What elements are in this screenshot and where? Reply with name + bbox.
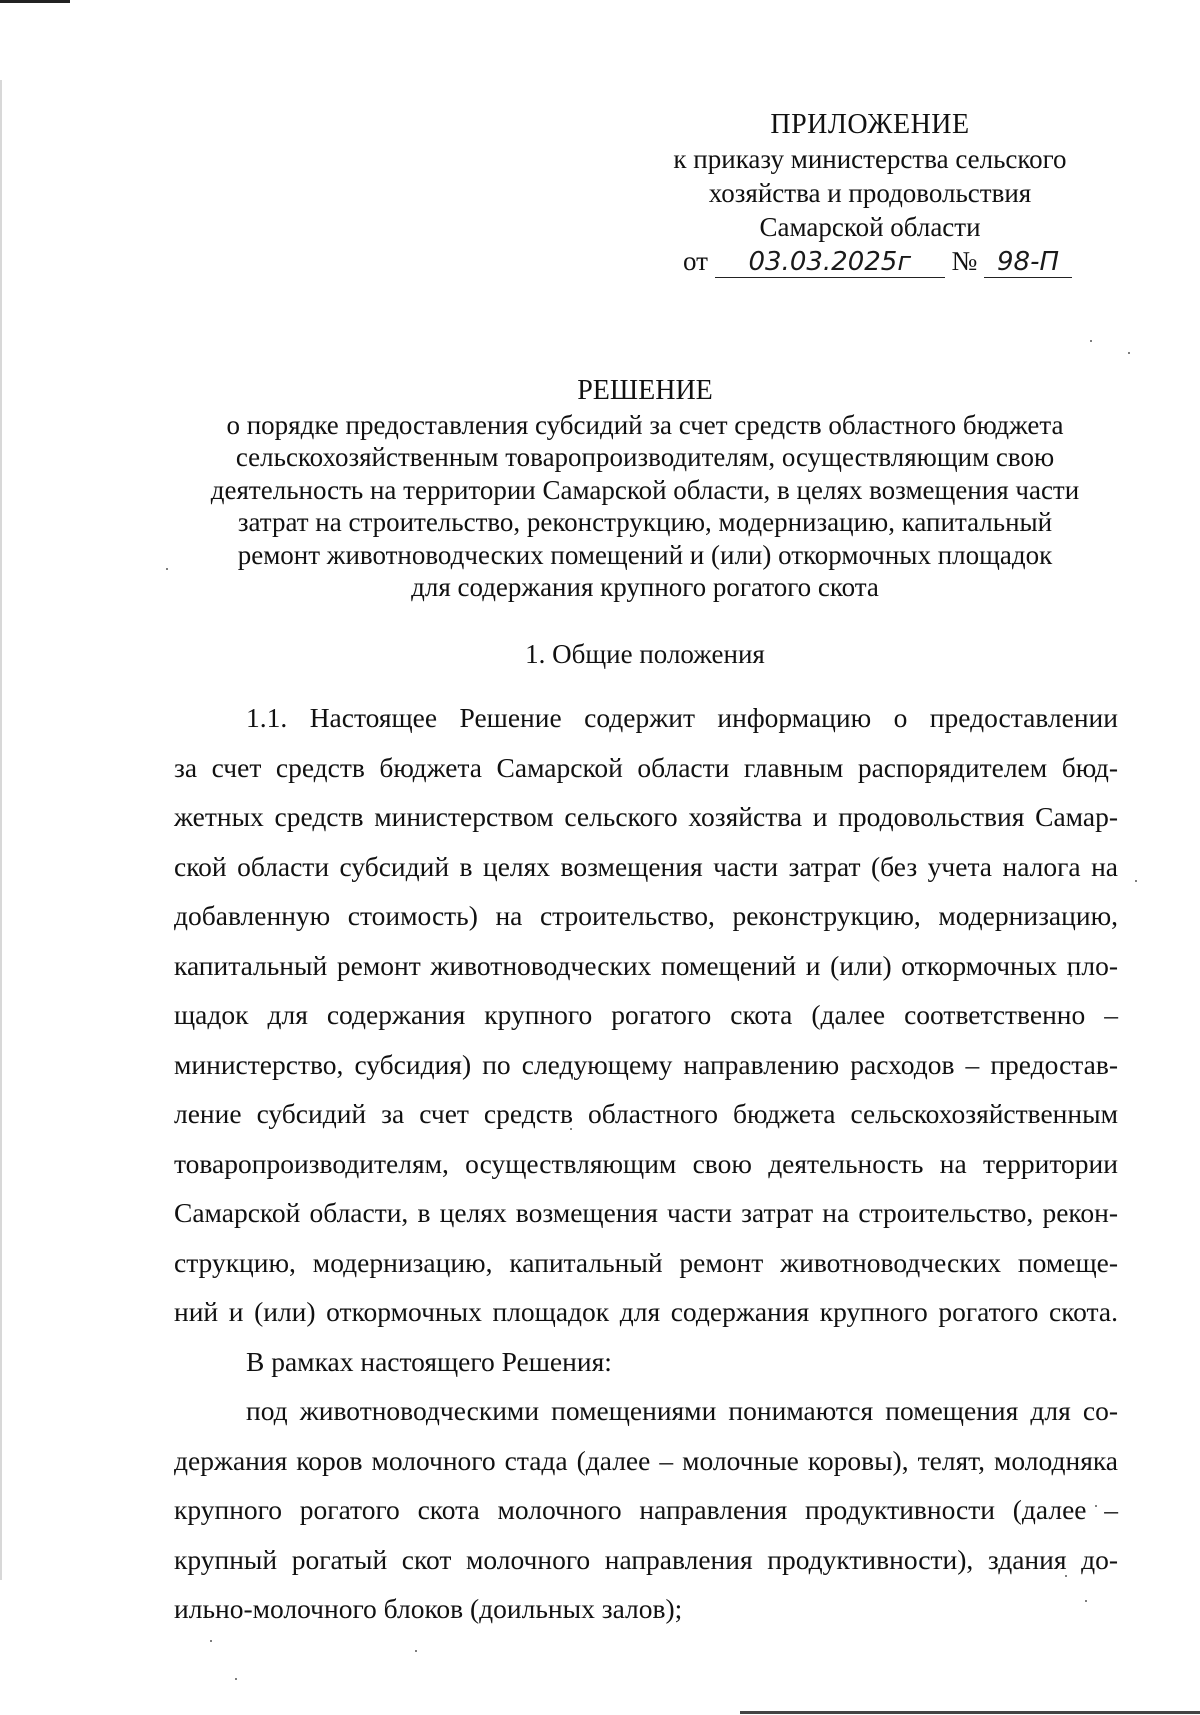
paragraph-line: ской области субсидий в целях возмещения части затрат (без учета налога на	[174, 850, 1118, 882]
scan-speck	[1128, 352, 1130, 354]
paragraph-line: щадок для содержания крупного рогатого скота (далее соответственно –	[174, 999, 1118, 1030]
appendix-heading: ПРИЛОЖЕНИЕ	[770, 109, 970, 140]
definition-line: крупный рогатый скот молочного направления продуктивности), здания до-	[174, 1543, 1118, 1575]
definition-line: держания коров молочного стада (далее – молочные коровы), телят, молодняка	[174, 1444, 1118, 1476]
paragraph-line: ний и (или) откормочных площадок для содержания крупного рогатого скота.	[174, 1296, 1118, 1327]
definition-line: крупного рогатого скота молочного направления продуктивности (далее –	[174, 1494, 1118, 1525]
handwritten-order-number: 98-П	[984, 247, 1072, 278]
scan-speck	[1090, 340, 1092, 342]
paragraph-line: струкцию, модернизацию, капитальный ремонт животноводческих помеще-	[174, 1246, 1118, 1278]
scan-speck	[235, 1678, 237, 1680]
section-heading: 1. Общие положения	[525, 639, 765, 669]
paragraph-line: ление субсидий за счет средств областного бюджета сельскохозяйственным	[174, 1098, 1118, 1129]
decision-subtitle-line: о порядке предоставления субсидий за счет средств областного бюджета	[226, 409, 1064, 440]
appendix-line: хозяйства и продовольствия	[708, 178, 1032, 208]
decision-subtitle-line: сельскохозяйственным товаропроизводителям, осуществляющим свою	[235, 442, 1055, 472]
paragraph-line: за счет средств бюджета Самарской области главным распорядителем бюд-	[174, 751, 1118, 783]
order-date-number-row	[640, 244, 1100, 278]
scan-artifact-bottom	[740, 1711, 1200, 1714]
body-text	[174, 693, 1118, 1634]
paragraph-line: жетных средств министерством сельского хозяйства и продовольствия Самар-	[174, 801, 1118, 832]
paragraph-line: капитальный ремонт животноводческих помещений и (или) откормочных пло-	[174, 949, 1118, 981]
decision-title: РЕШЕНИЕ	[577, 375, 713, 406]
decision-subtitle-line: ремонт животноводческих помещений и (или) откормочных площадок	[237, 539, 1053, 570]
appendix-header	[640, 108, 1100, 278]
scope-intro: В рамках настоящего Решения:	[246, 1345, 612, 1377]
scan-speck	[210, 1640, 212, 1642]
paragraph-line: товаропроизводителям, осуществляющим свою деятельность на территории	[174, 1147, 1118, 1179]
decision-subtitle-line: затрат на строительство, реконструкцию, модернизацию, капитальный	[237, 507, 1053, 537]
decision-title-block	[150, 375, 1140, 604]
number-prefix: №	[951, 246, 978, 276]
definition-line: ильно-молочного блоков (доильных залов);	[174, 1593, 683, 1624]
scan-artifact-top	[0, 0, 70, 3]
paragraph-line: Самарской области, в целях возмещения части затрат на строительство, рекон-	[174, 1197, 1118, 1228]
appendix-line: к приказу министерства сельского	[673, 144, 1067, 174]
paragraph-line: 1.1. Настоящее Решение содержит информацию о предоставлении	[246, 702, 1118, 733]
decision-subtitle-line: деятельность на территории Самарской области, в целях возмещения части	[210, 474, 1080, 505]
scan-speck	[1135, 880, 1137, 882]
paragraph-line: добавленную стоимость) на строительство, реконструкцию, модернизацию,	[174, 900, 1118, 931]
scan-speck	[415, 1650, 417, 1652]
definition-line: под животноводческими помещениями понимаются помещения для со-	[246, 1395, 1118, 1426]
appendix-line: Самарской области	[759, 212, 981, 242]
date-prefix: от	[683, 246, 708, 276]
decision-subtitle-line: для содержания крупного рогатого скота	[411, 572, 879, 602]
paragraph-line: министерство, субсидия) по следующему направлению расходов – предостав-	[174, 1048, 1118, 1080]
handwritten-date: 03.03.2025г	[715, 247, 945, 278]
scan-artifact-left-edge	[0, 80, 2, 1580]
